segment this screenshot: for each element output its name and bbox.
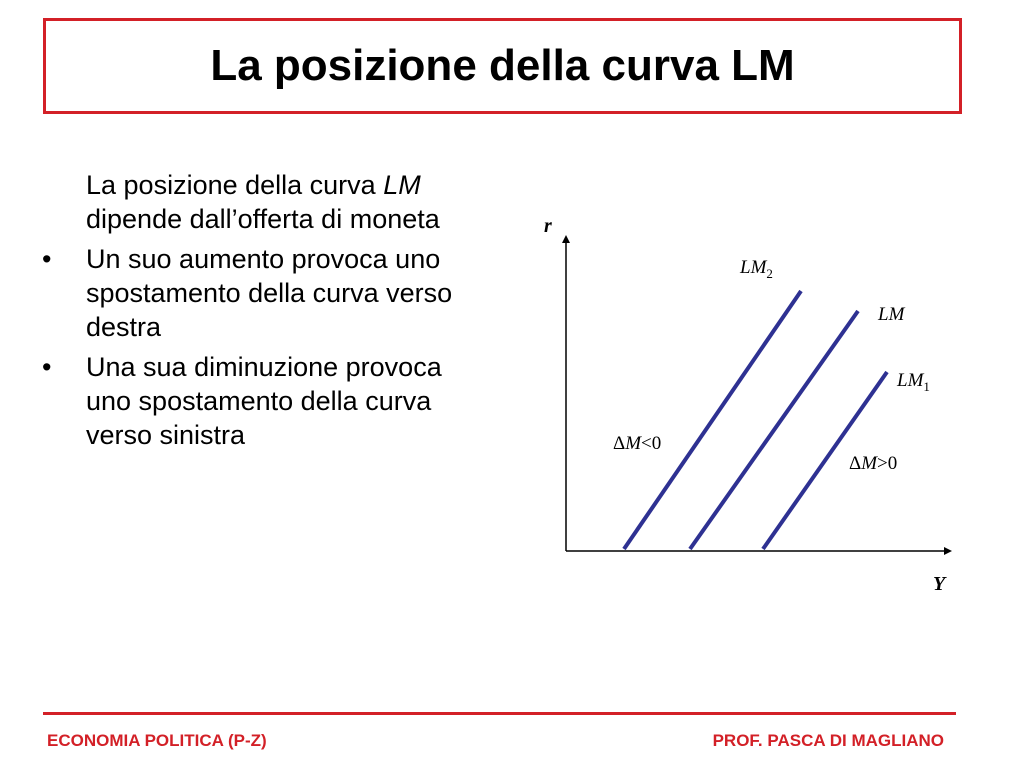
bullet-icon: •: [42, 244, 52, 274]
footer-course: ECONOMIA POLITICA (P-Z): [47, 731, 267, 750]
footer-divider: [43, 712, 956, 715]
lm-curve: [690, 311, 858, 549]
x-axis-label: Y: [933, 573, 946, 595]
lm-label: LM: [878, 304, 905, 325]
delta-m-positive-label: ΔM>0: [849, 453, 898, 474]
bullet-icon: •: [42, 352, 52, 382]
bullet-text: Un suo aumento provoca uno spostamento della curva verso destra: [86, 244, 453, 342]
lm2-label: $LM_2$: [740, 257, 773, 281]
intro-text-part1: La posizione della curva: [86, 170, 384, 200]
y-axis-label: r: [544, 215, 552, 237]
intro-lm-italic: LM: [383, 170, 421, 200]
slide-title: La posizione della curva LM: [210, 41, 795, 90]
lm2-curve: [624, 291, 801, 549]
lm1-label: $LM_1$: [897, 370, 930, 394]
bullet-text: Una sua diminuzione provoca uno spostamento della curva verso sinistra: [86, 352, 442, 450]
delta-m-negative-label: ΔM<0: [613, 433, 662, 454]
intro-text-part2: dipende dall’offerta di moneta: [86, 204, 440, 234]
footer-professor: PROF. PASCA DI MAGLIANO: [712, 731, 944, 750]
